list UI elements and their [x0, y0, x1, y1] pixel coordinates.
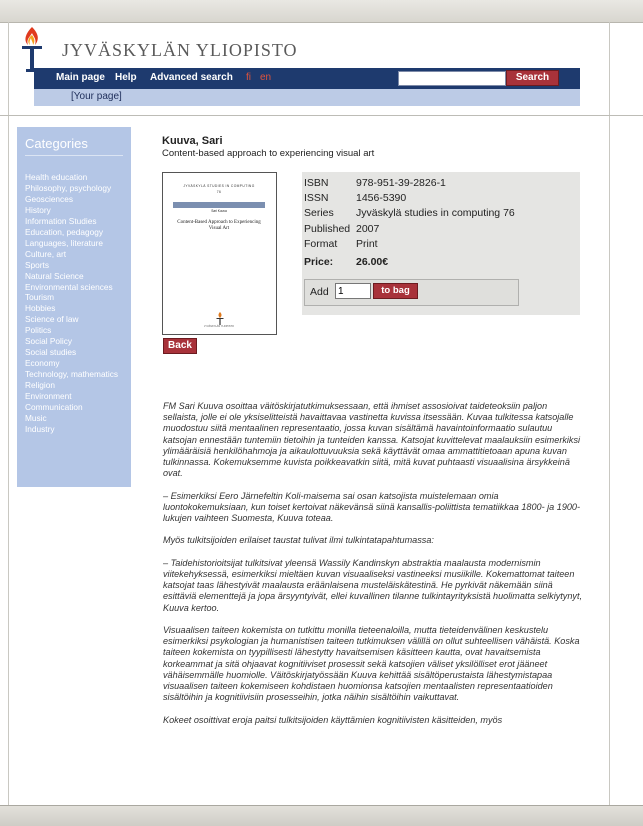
category-link[interactable]: Health education [25, 172, 88, 182]
main-navbar [34, 68, 580, 89]
category-link[interactable]: Technology, mathematics [25, 369, 118, 380]
browser-status-bar [0, 805, 643, 826]
description-paragraph: Kokeet osoittivat eroja paitsi tulkitsijoiden käyttämien kognitiivisten käsitteiden, myös [163, 714, 503, 725]
book-author: Kuuva, Sari [162, 135, 223, 147]
nav-help-link[interactable]: Help [115, 72, 137, 83]
category-link[interactable]: Religion [25, 380, 55, 391]
category-link[interactable]: Social Policy [25, 336, 73, 347]
category-link[interactable]: Social studies [25, 347, 77, 358]
category-link[interactable]: Sports [25, 259, 49, 270]
category-link[interactable]: Industry [25, 423, 55, 434]
category-link[interactable]: Science of law [25, 314, 79, 325]
category-link[interactable]: Economy [25, 358, 60, 369]
category-link[interactable]: Environment [25, 391, 72, 402]
cover-author: Sari Kuuva [211, 209, 227, 213]
category-link[interactable]: Culture, art [25, 248, 67, 259]
categories-divider [25, 155, 123, 156]
search-button[interactable]: Search [506, 70, 559, 86]
category-link[interactable]: History [25, 204, 51, 215]
category-link[interactable]: Environmental sciences [25, 281, 113, 292]
format-value: Print [356, 238, 378, 250]
nav-advanced-search-link[interactable]: Advanced search [150, 72, 233, 83]
page-edge-right [609, 22, 610, 805]
cover-title: Content-Based Approach to Experiencing Visual Art [177, 220, 261, 231]
cover-publisher: JYVÄSKYLÄN YLIOPISTO [204, 325, 234, 328]
category-link[interactable]: Communication [25, 402, 83, 413]
description-paragraph: FM Sari Kuuva osoittaa väitöskirjatutkimuksessaan, että ihmiset assosioivat taideteoksiin paljon sellaista, jolle ei ole yksiselitteistä havaittavaa vastinetta kuvissa itsessään. Kuvaa tulkitessa katsojalle muodostuu siitä mentaalinen representaatio, jossa kuvan sisältämä havaintoinformaatio sulautuu katsojan ennestään tuntemiin tietoihin ja tunteiden kanssa. Katsojat kuvittelevat maalauksiin esimerkiksi ylimääräisiä henkilöhahmoja ja aikaulottuvuuksia sekä käyttävät omaa ammattitietoaan apuna kuvan tulkinnassa. Kokemuksemme kuvista poikkeavatkin siitä, mitä kuvat puhtaasti visuaalisina ärsykkeinä ovat. [163, 401, 581, 479]
content-top-divider [0, 115, 643, 116]
category-link[interactable]: Information Studies [25, 215, 97, 226]
nav-main-page-link[interactable]: Main page [56, 72, 105, 83]
book-cover-image [162, 172, 277, 335]
description-paragraph: Visuaalisen taiteen kokemista on tutkittu monilla tieteenaloilla, mutta tieteidenvälinen keskustelu esimerkiksi psykologian ja humanistisen taiteen tutkimuksen välillä on ollut suhteellisen vähäistä. Koska taiteen kokemista on tyypillisesti lähestytty havaitsemisen käsitteen kautta, ovat havaitsemista korkeammat ja sitä ohjaavat kognitiiviset prosessit sekä katsojien väliset yksilölliset erot jääneet vähäisemmälle huomiolle. Väitöskirjatyössään Kuuva kehittää sisältöperustaista lähestymistapaa visuaalisen taiteen kokemiseen kohdistaen huomionsa katsojien mentaalisten representaatioiden sisältöihin ja kognitiivisiin prosesseihin, jotka näihin sisältöihin vaikuttavat. [163, 625, 580, 703]
format-label: Format [304, 238, 338, 250]
category-link[interactable]: Music [25, 412, 47, 423]
cover-band [173, 202, 265, 208]
page-edge-left [8, 22, 9, 805]
description-paragraph: – Taidehistorioitsijat tulkitsivat yleensä Wassily Kandinskyn abstraktia maalausta modernismin viitekehyksessä, esimerkiksi mieltäen kuvan visuaaliseksi vastineeksi musiikille. Kokemattomat taiteen katsojat taas lähestyivät maalausta eräänlaisena musteläiskätestinä. He pyrkivät näkemään siinä esittäviä elementtejä ja jopa ärsyyntyivät, ellei kuvallinen tilanne tulkintayrityksistä huolimatta selkiytynyt, Kuuva kertoo. [163, 557, 583, 613]
issn-value: 1456-5390 [356, 192, 407, 204]
series-label: Series [304, 207, 334, 219]
category-link[interactable]: Tourism [25, 292, 55, 303]
isbn-label: ISBN [304, 177, 329, 189]
categories-list [25, 172, 118, 435]
published-value: 2007 [356, 223, 380, 235]
isbn-value: 978-951-39-2826-1 [356, 177, 446, 189]
lang-fi-link[interactable]: fi [246, 72, 251, 83]
search-input[interactable] [398, 71, 506, 86]
book-title: Content-based approach to experiencing visual art [162, 148, 375, 159]
categories-title: Categories [25, 136, 88, 151]
add-label: Add [310, 286, 329, 298]
cover-torch-emblem-icon [215, 312, 225, 326]
price-value: 26.00€ [356, 256, 389, 268]
to-bag-button[interactable]: to bag [373, 283, 418, 299]
category-link[interactable]: Natural Science [25, 270, 84, 281]
cover-series-number: 76 [216, 190, 222, 194]
cover-series-line: JYVÄSKYLÄ STUDIES IN COMPUTING [183, 184, 255, 188]
quantity-input[interactable] [335, 283, 371, 299]
categories-sidebar [17, 127, 131, 487]
browser-top-bar [0, 0, 643, 23]
issn-label: ISSN [304, 192, 329, 204]
book-info-panel [302, 172, 580, 315]
add-to-bag-box [304, 279, 519, 306]
price-label: Price: [304, 256, 334, 268]
category-link[interactable]: Philosophy, psychology [25, 182, 112, 193]
back-button[interactable]: Back [163, 338, 197, 354]
description-paragraph: Myös tulkitsijoiden erilaiset taustat tulivat ilmi tulkintatapahtumassa: [163, 535, 434, 546]
published-label: Published [304, 223, 351, 235]
book-description [163, 401, 583, 737]
category-link[interactable]: Education, pedagogy [25, 226, 103, 237]
description-paragraph: – Esimerkiksi Eero Järnefeltin Koli-maisema sai osan katsojista muistelemaan omia luontokokemuksiaan, kun toiset kertoivat näkevänsä siinä kansallis-poliittista tematiikkaa 1800- ja 1900-lukujen vaihteen Suomesta, Kuuva toteaa. [163, 490, 581, 524]
series-value: Jyväskylä studies in computing 76 [356, 207, 515, 219]
university-name-logo: JYVÄSKYLÄN YLIOPISTO [62, 40, 298, 60]
category-link[interactable]: Languages, literature [25, 237, 103, 248]
sub-navbar [34, 89, 580, 106]
category-link[interactable]: Hobbies [25, 303, 56, 314]
your-page-link[interactable]: [Your page] [71, 91, 122, 102]
lang-en-link[interactable]: en [260, 72, 272, 83]
category-link[interactable]: Geosciences [25, 193, 73, 204]
category-link[interactable]: Politics [25, 325, 52, 336]
